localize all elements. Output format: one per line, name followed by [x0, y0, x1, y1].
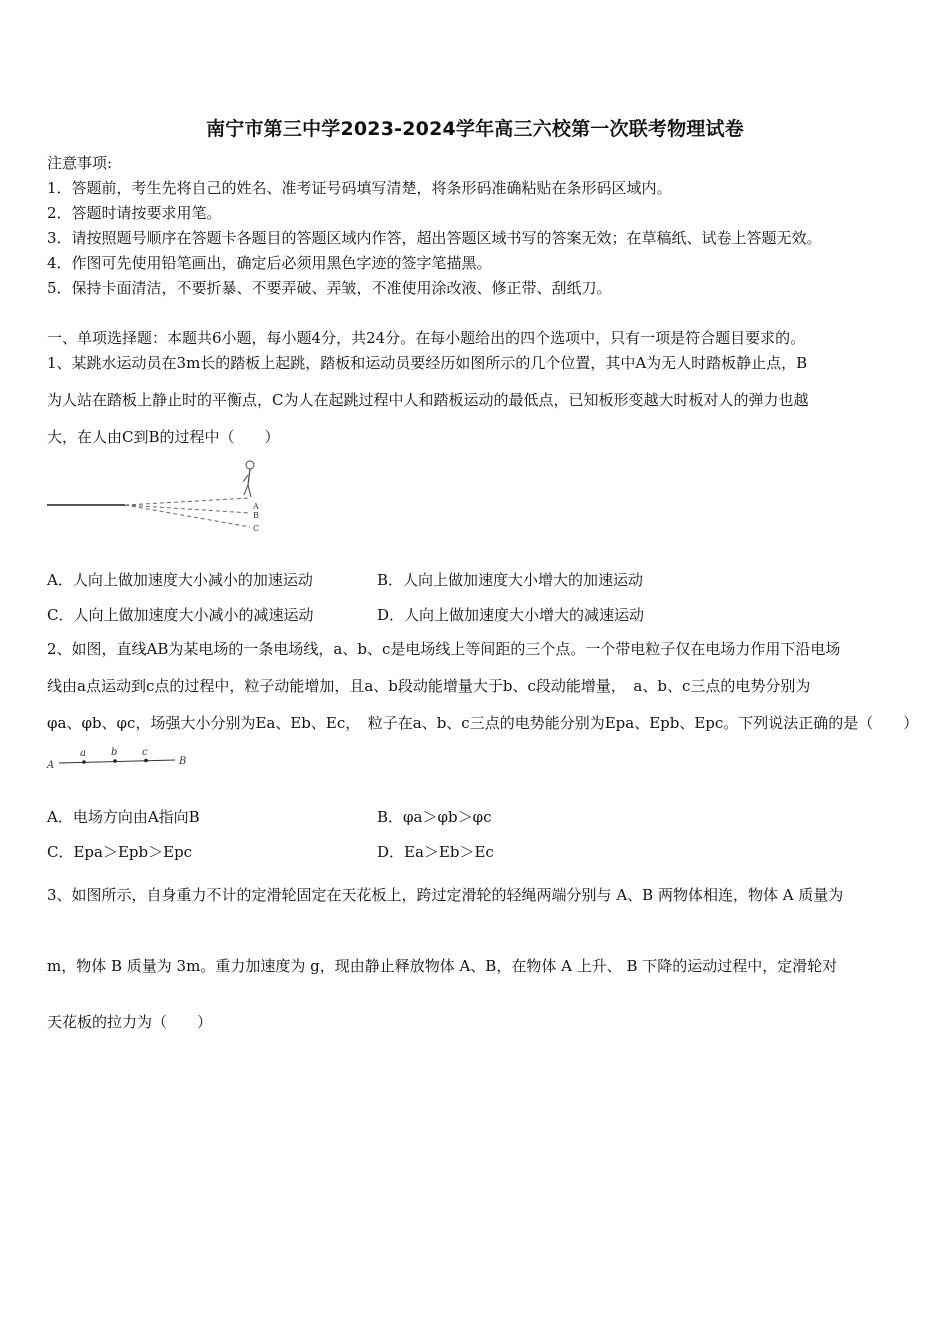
fig-label-a-end: A — [47, 760, 55, 771]
q1-option-d[interactable]: D．人向上做加速度大小增大的减速运动 — [377, 606, 645, 624]
q1-option-b[interactable]: B．人向上做加速度大小增大的加速运动 — [377, 571, 644, 589]
diving-board-figure — [45, 455, 275, 535]
q2-text-line: φa、φb、φc，场强大小分别为Ea、Eb、Ec， 粒子在a、b、c三点的电势能分别为Epa、Epb、Epc。下列说法正确的是（ ） — [47, 714, 919, 732]
q1-text-line: 为人站在踏板上静止时的平衡点，C为人在起跳过程中人和踏板运动的最低点，已知板形变越大时板对人的弹力也越 — [47, 391, 809, 409]
fig-label-a: A — [253, 502, 259, 511]
note-item: 1．答题前，考生先将自己的姓名、准考证号码填写清楚，将条形码准确粘贴在条形码区域内。 — [47, 179, 672, 197]
q2-text-line: 线由a点运动到c点的过程中，粒子动能增加，且a、b段动能增量大于b、c段动能增量， a、b、c三点的电势分别为 — [47, 677, 811, 695]
note-item: 4．作图可先使用铅笔画出，确定后必须用黑色字迹的签字笔描黑。 — [47, 254, 492, 272]
fig-point-b: b — [111, 747, 118, 758]
q3-text-line: 3、如图所示，自身重力不计的定滑轮固定在天花板上，跨过定滑轮的轻绳两端分别与 A、B 两物体相连，物体 A 质量为 — [47, 886, 844, 904]
q1-text-line: 1、某跳水运动员在3m长的踏板上起跳，踏板和运动员要经历如图所示的几个位置，其中A为无人时踏板静止点，B — [47, 354, 808, 372]
note-item: 2．答题时请按要求用笔。 — [47, 204, 222, 222]
note-item: 3．请按照题号顺序在答题卡各题目的答题区域内作答，超出答题区域书写的答案无效；在草稿纸、试卷上答题无效。 — [47, 229, 822, 247]
note-item: 5．保持卡面清洁，不要折暴、不要弄破、弄皱，不准使用涂改液、修正带、刮纸刀。 — [47, 279, 612, 297]
notes-heading: 注意事项: — [47, 154, 113, 172]
q1-option-a[interactable]: A．人向上做加速度大小减小的加速运动 — [47, 571, 313, 589]
q2-option-c[interactable]: C．Epa＞Epb＞Epc — [47, 843, 193, 861]
page-title: 南宁市第三中学2023-2024学年高三六校第一次联考物理试卷 — [206, 118, 744, 140]
q2-option-d[interactable]: D．Ea＞Eb＞Ec — [377, 843, 494, 861]
fig-label-b-end: B — [179, 756, 187, 767]
q2-text-line: 2、如图，直线AB为某电场的一条电场线，a、b、c是电场线上等间距的三个点。一个带电粒子仅在电场力作用下沿电场 — [47, 640, 841, 658]
q3-text-line: 天花板的拉力为（ ） — [47, 1013, 213, 1031]
section-heading: 一、单项选择题：本题共6小题，每小题4分，共24分。在每小题给出的四个选项中，只有一项是符合题目要求的。 — [47, 329, 806, 347]
q1-option-c[interactable]: C．人向上做加速度大小减小的减速运动 — [47, 606, 314, 624]
field-line-figure — [45, 744, 195, 774]
fig-label-c: C — [253, 524, 260, 533]
fig-point-a: a — [80, 748, 86, 759]
fig-label-b: B — [253, 511, 259, 520]
q2-option-a[interactable]: A．电场方向由A指向B — [47, 808, 200, 826]
q1-text-line: 大，在人由C到B的过程中（ ） — [47, 428, 280, 446]
q2-option-b[interactable]: B．φa＞φb＞φc — [377, 808, 492, 826]
fig-point-c: c — [142, 747, 148, 758]
q3-text-line: m，物体 B 质量为 3m。重力加速度为 g，现由静止释放物体 A、B，在物体 A 上升、 B 下降的运动过程中，定滑轮对 — [47, 957, 838, 975]
